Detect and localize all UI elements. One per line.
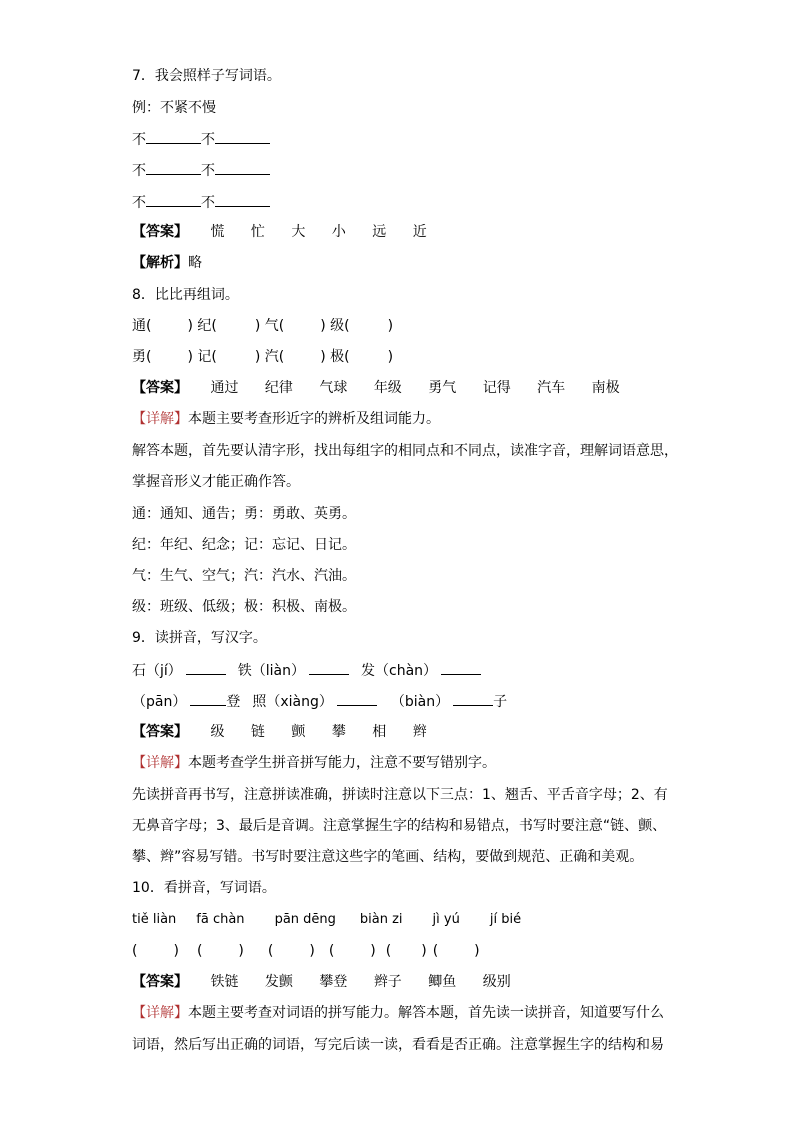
char: 不 [201,132,215,148]
answer-label: 【答案】 [132,224,188,240]
char: 不 [201,195,215,211]
paren-item: ) 极( [320,349,350,365]
answer-word: 相 [372,724,387,740]
detail-text: 本题考查学生拼音拼写能力，注意不要写错别字。 [188,755,496,771]
paren-item: ) 汽( [254,349,285,365]
answer-word: 纪律 [264,380,293,396]
answer-paren[interactable]: ( ) [385,943,427,959]
detail-label: 【详解】 [132,1005,188,1021]
answer-word: 辫子 [373,974,402,990]
answer-word: 铁链 [210,974,239,990]
answer-word: 攀登 [319,974,348,990]
answer-word: 近 [412,224,427,240]
answer-blank[interactable] [215,129,270,144]
answer-word: 南极 [591,380,620,396]
answer-word: 级别 [482,974,511,990]
question-10-detail [132,1003,664,1023]
answer-word: 勇气 [428,380,457,396]
pinyin: biàn zi [359,912,403,927]
answer-blank[interactable] [337,691,377,706]
answer-paren[interactable]: ( ) [328,943,376,959]
paren-item: ) 气( [254,318,285,334]
answer-word: 鲫鱼 [428,974,457,990]
answer-word: 通过 [210,380,239,396]
question-8-row-2 [132,347,393,367]
detail-text: 本题主要考查形近字的辨析及组词能力。 [188,411,440,427]
answer-word: 年级 [373,380,402,396]
char: 不 [132,163,146,179]
answer-word: 远 [372,224,387,240]
answer-blank[interactable] [146,129,201,144]
answer-word: 汽车 [537,380,566,396]
answer-word: 记得 [482,380,511,396]
answer-label: 【答案】 [132,974,188,990]
paragraph-line: 掌握音形义才能正确作答。 [132,474,300,490]
answer-label: 【答案】 [132,380,188,396]
answer-word: 小 [331,224,346,240]
question-9-answer [132,722,427,742]
question-8-title: 8．比比再组词。 [132,287,239,303]
char: 不 [201,163,215,179]
answer-blank[interactable] [146,192,201,207]
answer-word: 攀 [331,724,346,740]
char: 登 [226,694,241,710]
char: 子 [493,694,508,710]
pinyin-prompt: （pān） [132,694,187,710]
answer-word: 辫 [412,724,427,740]
pinyin: pān dēng [274,912,336,927]
question-8-answer [132,378,620,398]
answer-paren[interactable]: ( ) [196,943,244,959]
question-7-row [132,129,270,150]
question-9-row-2 [132,691,507,712]
answer-label: 【答案】 [132,724,188,740]
question-7-analysis [132,253,202,273]
pinyin-prompt: 发（chàn） [361,663,438,679]
question-8-row-1 [132,316,393,336]
answer-word: 忙 [250,224,265,240]
question-7-title: 7．我会照样子写词语。 [132,68,281,84]
pinyin: fā chàn [196,912,245,927]
answer-word: 慌 [210,224,225,240]
answer-blank[interactable] [146,160,201,175]
question-10-pinyin-row [132,910,521,930]
answer-word: 发颤 [264,974,293,990]
question-9-row-1 [132,660,481,681]
paragraph-line: 无鼻音字母；3、最后是音调。注意掌握生字的结构和易错点，书写时要注意“链、颤、 [132,818,667,834]
analysis-label: 【解析】 [132,255,188,271]
pinyin-prompt: 铁（liàn） [237,663,306,679]
answer-blank[interactable] [309,660,349,675]
paragraph-line: 级：班级、低级；极：积极、南极。 [132,599,356,615]
detail-label: 【详解】 [132,755,188,771]
answer-blank[interactable] [441,660,481,675]
paragraph-line: 解答本题，首先要认清字形，找出每组字的相同点和不同点，读准字音，理解词语意思， [132,443,678,459]
paragraph-line: 通：通知、通告；勇：勇敢、英勇。 [132,506,356,522]
paragraph-line: 攀、辫”容易写错。书写时要注意这些字的笔画、结构，要做到规范、正确和美观。 [132,849,644,865]
answer-blank[interactable] [453,691,493,706]
pinyin-prompt: 石（jí） [132,663,182,679]
paragraph-line: 气：生气、空气；汽：汽水、汽油。 [132,568,356,584]
detail-text: 本题主要考查对词语的拼写能力。解答本题，首先读一读拼音，知道要写什么 [188,1005,664,1021]
answer-paren[interactable]: ( ) [132,943,179,959]
answer-paren[interactable]: ( ) [432,943,480,959]
answer-paren[interactable]: ( ) [267,943,315,959]
question-7-example: 例：不紧不慢 [132,100,216,116]
pinyin: tiě liàn [132,912,177,927]
paragraph-line: 词语，然后写出正确的词语，写完后读一读，看看是否正确。注意掌握生字的结构和易 [132,1037,664,1053]
pinyin-prompt: 照（xiàng） [252,694,333,710]
paren-item: ) 记( [187,349,217,365]
question-10-title: 10．看拼音，写词语。 [132,880,276,896]
paren-item: ) 纪( [187,318,217,334]
answer-blank[interactable] [215,160,270,175]
paren-item: ) 级( [320,318,350,334]
paren-close: ) [387,349,394,365]
pinyin: jì yú [432,912,460,927]
question-9-detail [132,753,496,773]
paren-open: 勇( [132,349,152,365]
pinyin-prompt: （biàn） [390,694,450,710]
char: 不 [132,132,146,148]
paragraph-line: 纪：年纪、纪念；记：忘记、日记。 [132,537,356,553]
char: 不 [132,195,146,211]
answer-blank[interactable] [190,691,226,706]
answer-word: 大 [291,224,306,240]
answer-word: 颤 [291,724,306,740]
answer-blank[interactable] [186,660,226,675]
analysis-text: 略 [188,255,202,271]
paren-close: ) [387,318,394,334]
answer-blank[interactable] [215,192,270,207]
detail-label: 【详解】 [132,411,188,427]
answer-word: 气球 [319,380,348,396]
question-7-answer [132,222,427,242]
question-10-answer [132,972,511,992]
pinyin: jí bié [489,912,522,927]
question-9-title: 9．读拼音，写汉字。 [132,630,267,646]
question-7-row [132,192,270,213]
question-7-row [132,160,270,181]
question-10-blank-row [132,941,480,961]
question-8-detail [132,409,440,429]
answer-word: 级 [210,724,225,740]
paren-open: 通( [132,318,152,334]
answer-word: 链 [250,724,265,740]
paragraph-line: 先读拼音再书写，注意拼读准确，拼读时注意以下三点：1、翘舌、平舌音字母；2、有 [132,787,668,803]
